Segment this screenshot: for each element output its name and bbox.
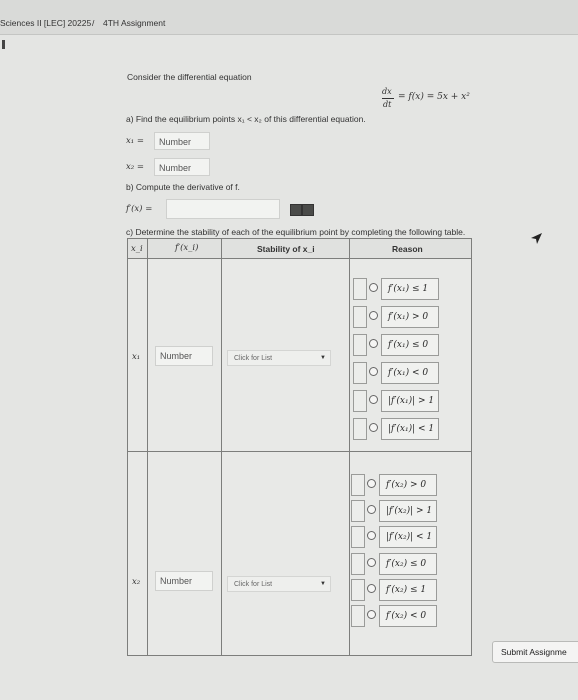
fprime-label: f′(x) = <box>126 204 153 214</box>
radio-icon[interactable] <box>369 283 378 292</box>
x1-label: x₁ = <box>126 136 145 146</box>
top-bar <box>0 0 578 35</box>
reason-option[interactable]: f′(x₂) ≤ 0 <box>351 553 451 575</box>
header-xi: x_i <box>131 244 143 254</box>
reason-option[interactable]: f′(x₁) ≤ 1 <box>353 278 453 300</box>
equation-denominator: dt <box>383 100 392 109</box>
x2-label: x₂ = <box>126 162 145 172</box>
stability-table <box>127 238 472 656</box>
reason-option[interactable]: f′(x₁) ≤ 0 <box>353 334 453 356</box>
fprime-x1-input[interactable]: Number <box>155 346 213 366</box>
radio-icon[interactable] <box>367 558 376 567</box>
equation-numerator: dx <box>382 87 392 96</box>
stability-x2-select[interactable] <box>227 576 331 592</box>
x2-input[interactable]: Number <box>154 158 210 176</box>
radio-icon[interactable] <box>369 367 378 376</box>
radio-icon[interactable] <box>369 423 378 432</box>
radio-icon[interactable] <box>367 479 376 488</box>
chevron-down-icon: ▼ <box>320 581 326 587</box>
part-b-prompt: b) Compute the derivative of f. <box>126 182 240 192</box>
reason-option[interactable]: f′(x₁) < 0 <box>353 362 453 384</box>
x1-input[interactable]: Number <box>154 132 210 150</box>
header-reason: Reason <box>392 244 423 254</box>
radio-icon[interactable] <box>367 610 376 619</box>
radio-icon[interactable] <box>367 584 376 593</box>
part-c-prompt: c) Determine the stability of each of the equilibrium point by completing the following table. <box>126 227 466 237</box>
header-stability: Stability of x_i <box>257 244 315 254</box>
radio-icon[interactable] <box>369 339 378 348</box>
radio-icon[interactable] <box>367 505 376 514</box>
equation-rhs: = f(x) = 5x + x² <box>398 92 470 102</box>
mouse-cursor-icon <box>530 232 544 246</box>
reason-x2-group <box>351 466 463 652</box>
reason-option[interactable]: f′(x₂) < 0 <box>351 605 451 627</box>
reason-x1-group <box>353 262 465 448</box>
reason-option[interactable]: f′(x₁) > 0 <box>353 306 453 328</box>
submit-assignment-button[interactable]: Submit Assignme <box>492 641 578 663</box>
chevron-down-icon: ▼ <box>320 355 326 361</box>
breadcrumb-course[interactable]: Sciences II [LEC] 20225 <box>0 18 92 28</box>
row-label-x2: x₂ <box>132 577 141 587</box>
reason-option[interactable]: |f′(x₂)| > 1 <box>351 500 451 522</box>
stability-x1-select[interactable] <box>227 350 331 366</box>
breadcrumb-separator: / <box>92 18 95 28</box>
question-intro: Consider the differential equation <box>127 72 252 82</box>
breadcrumb-assignment[interactable]: 4TH Assignment <box>103 18 166 28</box>
header-fprime: f′(x_i) <box>175 243 199 253</box>
reason-option[interactable]: |f′(x₁)| < 1 <box>353 418 453 440</box>
part-a-prompt: a) Find the equilibrium points x₁ < x₂ of this differential equation. <box>126 114 366 124</box>
fprime-input[interactable] <box>166 199 280 219</box>
reason-option[interactable]: |f′(x₂)| < 1 <box>351 526 451 548</box>
row-label-x1: x₁ <box>132 352 141 362</box>
reason-option[interactable]: f′(x₂) ≤ 1 <box>351 579 451 601</box>
reason-option[interactable]: |f′(x₁)| > 1 <box>353 390 453 412</box>
stability-x1-select-label: Click for List <box>234 355 273 362</box>
fprime-x2-input[interactable]: Number <box>155 571 213 591</box>
question-page <box>0 34 578 700</box>
radio-icon[interactable] <box>369 311 378 320</box>
reason-option[interactable]: f′(x₂) > 0 <box>351 474 451 496</box>
radio-icon[interactable] <box>367 531 376 540</box>
stability-x2-select-label: Click for List <box>234 581 273 588</box>
radio-icon[interactable] <box>369 395 378 404</box>
